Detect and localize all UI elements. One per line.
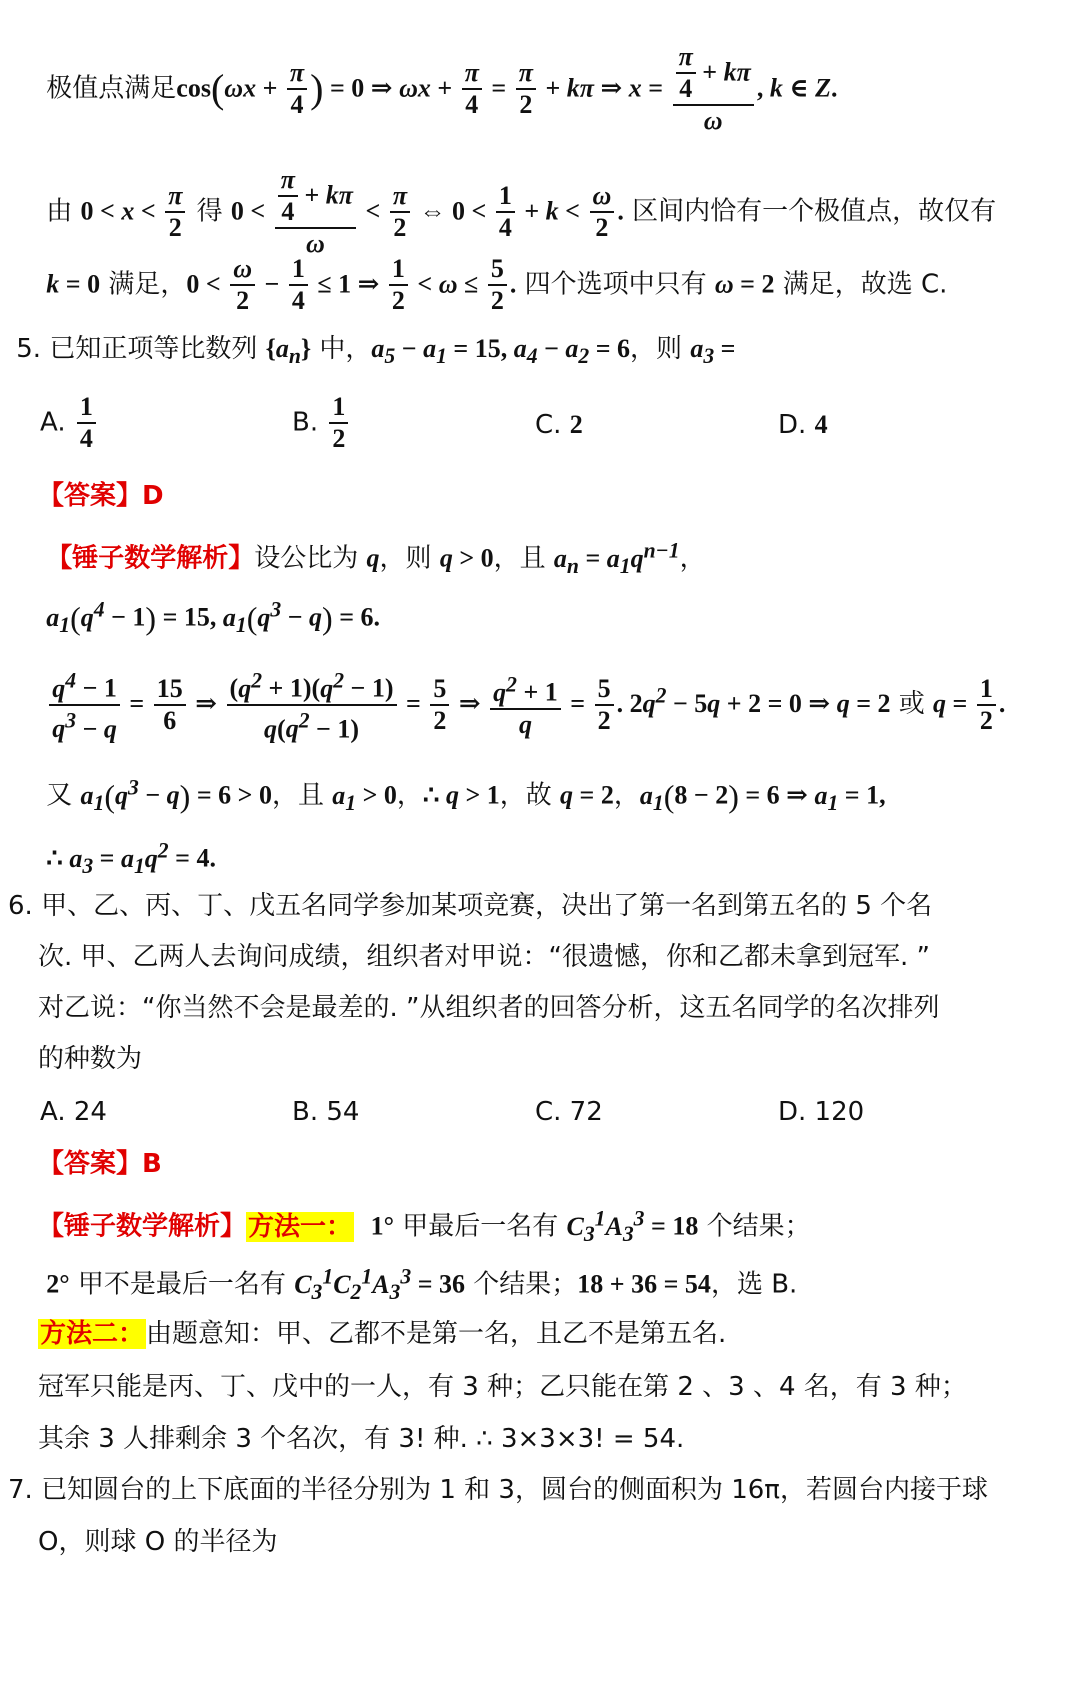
q5-option-d: D. 4 <box>778 410 828 440</box>
q5-analysis-4: 又 $a_1(q^3 - q) = 6 > 0$，且 $a_1 > 0$，∴ q > 1，故 q = 2，$a_1(8 - 2) = 6$ ⇒ $a_1 = 1$, <box>46 775 886 815</box>
q5-answer: 【答案】D <box>38 481 164 511</box>
method1-highlight: 方法一： <box>248 1211 353 1242</box>
q5-stem: 5. 已知正项等比数列 $\{a_n\}$ 中，$a_5 - a_1 = 15$, $a_4 - a_2 = 6$，则 $a_3$ = <box>16 334 736 369</box>
q6-stem-1: 6. 甲、乙、丙、丁、戊五名同学参加某项竞赛，决出了第一名到第五名的 5 个名 <box>8 891 933 921</box>
q6-answer: 【答案】B <box>38 1149 162 1179</box>
q6-method2-line-2: 冠军只能是丙、丁、戊中的一人，有 3 种；乙只能在第 2 、3 、4 名，有 3 种； <box>38 1372 967 1402</box>
method2-highlight: 方法二： <box>40 1319 145 1349</box>
q5-analysis-3: $\frac{q^4 - 1}{q^3 - q}$ = $\frac{15}{6}$ ⇒ $\frac{(q^2 + 1)(q^2 - 1)}{q(q^2 - 1)}$ = $\frac{5}{2}$ ⇒ $\frac{q^2 + 1}{q}$ = $\frac{5}{2}$ . $2q^2 - 5q + 2 = 0$ ⇒ q = 2 或 q = $\frac{1}{2}$ . <box>38 665 1080 744</box>
q5-option-a: A. $\frac{1}{4}$ <box>40 392 99 454</box>
q7-stem-2: O，则球 O 的半径为 <box>38 1527 278 1557</box>
q5-option-c: C. 2 <box>535 410 583 440</box>
q5-analysis-2: $a_1(q^4 - 1) = 15$, $a_1(q^3 - q) = 6$. <box>46 597 381 637</box>
q4-line-2: 由 0 < x < $\frac{\pi}{2}$ 得 0 < $\frac{\pi}{4}$ + kπ ω < $\frac{\pi}{2}$ ⇔ 0 < $\frac{1}{4}$ + k < $\frac{\omega}{2}$ . 区间内恰有一个极值点，故仅有 <box>46 165 997 258</box>
q6-option-a: A. 24 <box>40 1097 107 1127</box>
q4-line-3: k = 0 满足，0 < $\frac{\omega}{2}$ − $\frac{1}{4}$ ≤ 1 ⇒ $\frac{1}{2}$ < ω ≤ $\frac{5}{2}$ . 四个选项中只有 ω = 2 满足，故选 C. <box>46 254 948 315</box>
q4-line-1: 极值点满足cos(ωx + $\frac{\pi}{4}$ ) = 0 ⇒ ωx + $\frac{\pi}{4}$ = $\frac{\pi}{2}$ + kπ ⇒ x = $\frac{\pi}{4}$ + kπ ω , k ∈ Z. <box>46 42 838 135</box>
q6-stem-2: 次. 甲、乙两人去询问成绩，组织者对甲说：“很遗憾，你和乙都未拿到冠军. ” <box>38 942 930 972</box>
q6-method1-line-1: 【锤子数学解析】方法一： 1° 甲最后一名有 $C_3^1A_3^3 = 18$ 个结果； <box>38 1206 811 1246</box>
q6-option-c: C. 72 <box>535 1097 603 1127</box>
q6-method2-line-1: 方法二：由题意知：甲、乙都不是第一名，且乙不是第五名. <box>40 1319 727 1349</box>
q5-analysis-1: 【锤子数学解析】设公比为 q，则 q > 0，且 $a_n = a_1q^{n-1}$， <box>46 538 706 578</box>
q6-stem-3: 对乙说：“你当然不会是最差的. ”从组织者的回答分析，这五名同学的名次排列 <box>38 993 940 1023</box>
q5-analysis-5: ∴ $a_3 = a_1q^2 = 4$. <box>46 838 216 878</box>
q5-option-b: B. $\frac{1}{2}$ <box>292 392 351 454</box>
q6-method2-line-3: 其余 3 人排剩余 3 个名次，有 3! 种. ∴ 3×3×3! = 54. <box>38 1424 685 1454</box>
q6-method1-line-2: 2° 甲不是最后一名有 $C_3^1C_2^1A_3^3 = 36$ 个结果；18 + 36 = 54，选 B. <box>46 1264 798 1304</box>
q6-option-d: D. 120 <box>778 1097 865 1127</box>
q6-options <box>0 1095 1080 1129</box>
q6-option-b: B. 54 <box>292 1097 360 1127</box>
q6-stem-4: 的种数为 <box>38 1044 143 1074</box>
q5-options <box>0 392 1080 462</box>
q7-stem-1: 7. 已知圆台的上下底面的半径分别为 1 和 3，圆台的侧面积为 16π，若圆台内接于球 <box>8 1475 988 1505</box>
